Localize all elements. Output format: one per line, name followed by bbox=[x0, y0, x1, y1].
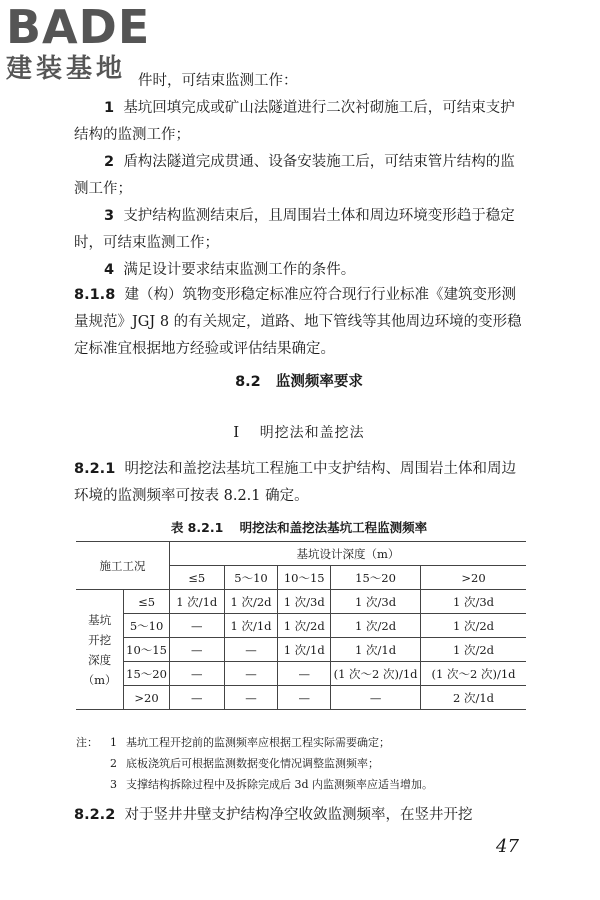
excavation-depth-cell: >20 bbox=[124, 686, 170, 710]
frequency-cell: — bbox=[331, 686, 421, 710]
corner-header: 施工工况 bbox=[76, 542, 169, 590]
logo-brand-text: BADE bbox=[6, 0, 151, 54]
note-number: 1 bbox=[110, 736, 117, 749]
frequency-cell: 1 次/2d bbox=[331, 614, 421, 638]
logo-tagline: 建装基地 bbox=[6, 54, 127, 84]
frequency-cell: — bbox=[278, 662, 331, 686]
table-caption bbox=[74, 518, 524, 536]
frequency-cell: — bbox=[224, 686, 278, 710]
subsection-heading bbox=[74, 422, 524, 442]
section-heading bbox=[74, 370, 524, 391]
note-item bbox=[76, 732, 526, 753]
list-item-number: 3 bbox=[104, 208, 115, 224]
frequency-cell: 1 次/2d bbox=[224, 590, 278, 614]
clause-8-2-1 bbox=[74, 456, 524, 510]
frequency-cell: 1 次/1d bbox=[169, 590, 224, 614]
note-text: 基坑工程开挖前的监测频率应根据工程实际需要确定； bbox=[126, 736, 390, 749]
frequency-cell: (1 次～2 次)/1d bbox=[421, 662, 526, 686]
excavation-depth-label-line: 深度 bbox=[88, 652, 112, 667]
list-item-text: 基坑回填完成或矿山法隧道进行二次衬砌施工后，可结束支护结构的监测工作； bbox=[74, 100, 515, 143]
frequency-cell: — bbox=[169, 614, 224, 638]
excavation-depth-label-line: 开挖 bbox=[88, 632, 112, 647]
list-item-text: 盾构法隧道完成贯通、设备安装施工后，可结束管片结构的监测工作； bbox=[74, 154, 515, 197]
table-row bbox=[76, 662, 526, 686]
excavation-depth-cell: 5～10 bbox=[124, 614, 170, 638]
frequency-cell: 1 次/2d bbox=[421, 614, 526, 638]
frequency-cell: 1 次/3d bbox=[278, 590, 331, 614]
excavation-depth-header bbox=[76, 590, 124, 710]
list-item bbox=[74, 95, 524, 149]
frequency-cell: 1 次/2d bbox=[278, 614, 331, 638]
table-row bbox=[76, 614, 526, 638]
list-item-number: 4 bbox=[104, 262, 115, 278]
frequency-cell: 1 次/3d bbox=[331, 590, 421, 614]
table-row bbox=[76, 590, 526, 614]
notes-label: 注： bbox=[76, 736, 98, 749]
subsection-title: 明挖法和盖挖法 bbox=[259, 425, 365, 441]
clause-8-2-2 bbox=[74, 802, 524, 829]
table-row bbox=[76, 686, 526, 710]
table-header-row bbox=[76, 542, 526, 566]
note-text: 底板浇筑后可根据监测数据变化情况调整监测频率； bbox=[126, 757, 379, 770]
frequency-cell: 1 次/2d bbox=[421, 638, 526, 662]
excavation-depth-cell: 10～15 bbox=[124, 638, 170, 662]
note-number: 2 bbox=[110, 757, 117, 770]
subsection-numeral: I bbox=[233, 423, 241, 441]
excavation-depth-cell: ≤5 bbox=[124, 590, 170, 614]
excavation-depth-label-line: （m） bbox=[82, 672, 117, 687]
intro-line bbox=[74, 68, 524, 95]
design-depth-cell: >20 bbox=[421, 566, 526, 590]
frequency-cell: — bbox=[224, 638, 278, 662]
frequency-cell: — bbox=[224, 662, 278, 686]
list-item-number: 1 bbox=[104, 100, 115, 116]
clause-number: 8.2.2 bbox=[74, 807, 116, 823]
frequency-cell: (1 次～2 次)/1d bbox=[331, 662, 421, 686]
note-text: 支撑结构拆除过程中及拆除完成后 3d 内监测频率应适当增加。 bbox=[126, 778, 434, 791]
list-item-number: 2 bbox=[104, 154, 115, 170]
section-title: 监测频率要求 bbox=[275, 374, 363, 390]
list-item bbox=[74, 149, 524, 203]
frequency-cell: — bbox=[169, 638, 224, 662]
table-row bbox=[76, 638, 526, 662]
frequency-cell: — bbox=[169, 686, 224, 710]
note-item bbox=[76, 774, 526, 795]
frequency-cell: 1 次/1d bbox=[278, 638, 331, 662]
clause-number: 8.2.1 bbox=[74, 461, 116, 477]
section-number: 8.2 bbox=[235, 374, 261, 390]
design-depth-cell: 10～15 bbox=[278, 566, 331, 590]
frequency-cell: — bbox=[278, 686, 331, 710]
list-item bbox=[74, 257, 524, 284]
table-caption-id: 表 8.2.1 bbox=[170, 520, 224, 535]
frequency-cell: — bbox=[169, 662, 224, 686]
frequency-cell: 1 次/1d bbox=[224, 614, 278, 638]
table-caption-title: 明挖法和盖挖法基坑工程监测频率 bbox=[239, 520, 428, 535]
note-item bbox=[76, 753, 526, 774]
design-depth-cell: 15～20 bbox=[331, 566, 421, 590]
frequency-cell: 2 次/1d bbox=[421, 686, 526, 710]
clause-text: 建（构）筑物变形稳定标准应符合现行行业标准《建筑变形测量规范》JGJ 8 的有关规定，道路、地下管线等其他周边环境的变形稳定标准宜根据地方经验或评估结果确定。 bbox=[74, 287, 522, 357]
clause-8-1-8 bbox=[74, 282, 524, 363]
design-depth-cell: ≤5 bbox=[169, 566, 224, 590]
clause-number: 8.1.8 bbox=[74, 287, 116, 303]
list-item-text: 满足设计要求结束监测工作的条件。 bbox=[123, 262, 356, 278]
clause-text: 对于竖井井壁支护结构净空收敛监测频率，在竖井开挖 bbox=[124, 807, 473, 823]
design-depth-header: 基坑设计深度（m） bbox=[169, 542, 526, 566]
frequency-cell: 1 次/1d bbox=[331, 638, 421, 662]
list-item-text: 支护结构监测结束后，且周围岩土体和周边环境变形趋于稳定时，可结束监测工作； bbox=[74, 208, 515, 251]
excavation-depth-label-line: 基坑 bbox=[88, 612, 112, 627]
table-notes bbox=[76, 732, 526, 795]
clause-text: 明挖法和盖挖法基坑工程施工中支护结构、周围岩土体和周边环境的监测频率可按表 8.2.1 确定。 bbox=[74, 461, 517, 504]
excavation-depth-cell: 15～20 bbox=[124, 662, 170, 686]
intro-line-text: 件时，可结束监测工作： bbox=[138, 73, 298, 89]
list-item bbox=[74, 203, 524, 257]
monitoring-frequency-table bbox=[76, 541, 526, 710]
design-depth-cell: 5～10 bbox=[224, 566, 278, 590]
note-number: 3 bbox=[110, 778, 117, 791]
frequency-cell: 1 次/3d bbox=[421, 590, 526, 614]
page-number: 47 bbox=[496, 836, 519, 857]
